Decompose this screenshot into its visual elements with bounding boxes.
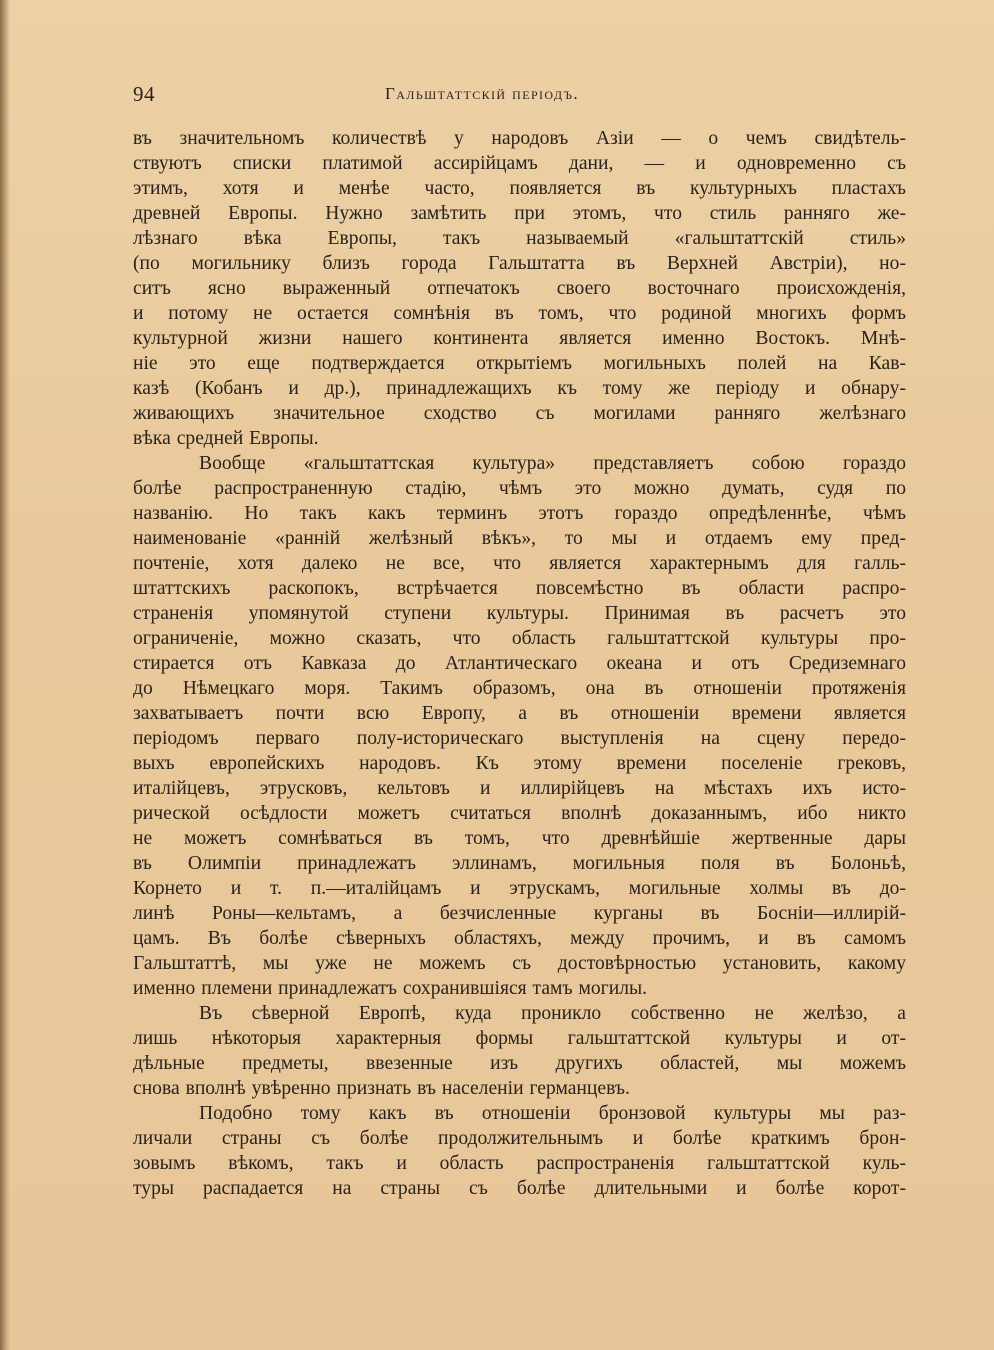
paragraph <box>133 451 906 1001</box>
paragraph <box>133 1101 906 1201</box>
text-line: рической осѣдлости можетъ считаться вполнѣ доказаннымъ, ибо никто <box>133 803 906 824</box>
text-line: періодомъ перваго полу-историческаго выступленія на сцену передо- <box>133 728 906 749</box>
text-line: Вообще «гальштаттская культура» представляетъ собою гораздо <box>199 453 906 474</box>
text-line: Подобно тому какъ въ отношеніи бронзовой культуры мы раз- <box>199 1103 906 1124</box>
text-line: туры распадается на страны съ болѣе длительными и болѣе корот- <box>133 1178 906 1199</box>
text-line: не можетъ сомнѣваться въ томъ, что древнѣйшіе жертвенные дары <box>133 828 906 849</box>
text-line: личали страны съ болѣе продолжительнымъ и болѣе краткимъ брон- <box>133 1128 906 1149</box>
text-line: цамъ. Въ болѣе сѣверныхъ областяхъ, между прочимъ, и въ самомъ <box>133 928 906 949</box>
text-line: болѣе распространенную стадію, чѣмъ это можно думать, судя по <box>133 478 906 499</box>
page-header <box>133 82 906 110</box>
text-line: вѣка средней Европы. <box>133 428 319 449</box>
text-line: штаттскихъ раскопокъ, встрѣчается повсемѣстно въ области распро- <box>133 578 906 599</box>
text-line: Въ сѣверной Европѣ, куда проникло собственно не желѣзо, а <box>199 1003 906 1024</box>
text-line: дѣльные предметы, ввезенные изъ другихъ областей, мы можемъ <box>133 1053 906 1074</box>
text-line: живающихъ значительное сходство съ могилами ранняго желѣзнаго <box>133 403 906 424</box>
text-line: въ значительномъ количествѣ у народовъ Азіи — о чемъ свидѣтель- <box>133 128 906 149</box>
text-line: древней Европы. Нужно замѣтить при этомъ, что стиль ранняго же- <box>133 203 906 224</box>
text-line: въ Олимпіи принадлежатъ эллинамъ, могильныя поля въ Болоньѣ, <box>133 853 906 874</box>
text-line: именно племени принадлежатъ сохранившіяся тамъ могилы. <box>133 978 648 999</box>
text-line: казѣ (Кобанъ и др.), принадлежащихъ къ тому же періоду и обнару- <box>133 378 906 399</box>
paragraph <box>133 1001 906 1101</box>
text-line: ніе это еще подтверждается открытіемъ могильныхъ полей на Кав- <box>133 353 906 374</box>
page-number: 94 <box>133 82 155 106</box>
body-text <box>133 126 906 1201</box>
text-line: Корнето и т. п.—италійцамъ и этрускамъ, могильные холмы въ до- <box>133 878 906 899</box>
text-line: зовымъ вѣкомъ, такъ и область распространенія гальштаттской куль- <box>133 1153 906 1174</box>
text-line: италійцевъ, этрусковъ, кельтовъ и иллирійцевъ на мѣстахъ ихъ исто- <box>133 778 906 799</box>
text-line: линѣ Роны—кельтамъ, а безчисленные курганы въ Босніи—иллирій- <box>133 903 906 924</box>
text-line: снова вполнѣ увѣренно признать въ населеніи германцевъ. <box>133 1078 630 1099</box>
text-line: Гальштаттѣ, мы уже не можемъ съ достовѣрностью установить, какому <box>133 953 906 974</box>
running-title: Гальштаттскій періодъ. <box>385 84 579 103</box>
text-line: выхъ европейскихъ народовъ. Къ этому времени поселеніе грековъ, <box>133 753 906 774</box>
text-line: ствуютъ списки платимой ассирійцамъ дани, — и одновременно съ <box>133 153 906 174</box>
text-line: наименованіе «ранній желѣзный вѣкъ», то мы и отдаемъ ему пред- <box>133 528 906 549</box>
text-line: до Нѣмецкаго моря. Такимъ образомъ, она въ отношеніи протяженія <box>133 678 906 699</box>
text-line: почтеніе, хотя далеко не все, что является характернымъ для галль- <box>133 553 906 574</box>
text-line: (по могильнику близъ города Гальштатта въ Верхней Австріи), но- <box>133 253 906 274</box>
text-line: стирается отъ Кавказа до Атлантическаго океана и отъ Средиземнаго <box>133 653 906 674</box>
page-edge-shadow <box>0 0 10 1350</box>
text-line: названію. Но такъ какъ терминъ этотъ гораздо опредѣленнѣе, чѣмъ <box>133 503 906 524</box>
text-line: ситъ ясно выраженный отпечатокъ своего восточнаго происхожденія, <box>133 278 906 299</box>
text-line: этимъ, хотя и менѣе часто, появляется въ культурныхъ пластахъ <box>133 178 906 199</box>
text-line: лѣзнаго вѣка Европы, такъ называемый «гальштаттскій стиль» <box>133 228 906 249</box>
text-line: лишь нѣкоторыя характерныя формы гальштаттской культуры и от- <box>133 1028 906 1049</box>
text-line: страненія упомянутой ступени культуры. Принимая въ расчетъ это <box>133 603 906 624</box>
text-line: ограниченіе, можно сказать, что область гальштаттской культуры про- <box>133 628 906 649</box>
text-line: захватываетъ почти всю Европу, а въ отношеніи времени является <box>133 703 906 724</box>
text-line: и потому не остается сомнѣнія въ томъ, что родиной многихъ формъ <box>133 303 906 324</box>
text-line: культурной жизни нашего континента является именно Востокъ. Мнѣ- <box>133 328 906 349</box>
paragraph <box>133 126 906 451</box>
